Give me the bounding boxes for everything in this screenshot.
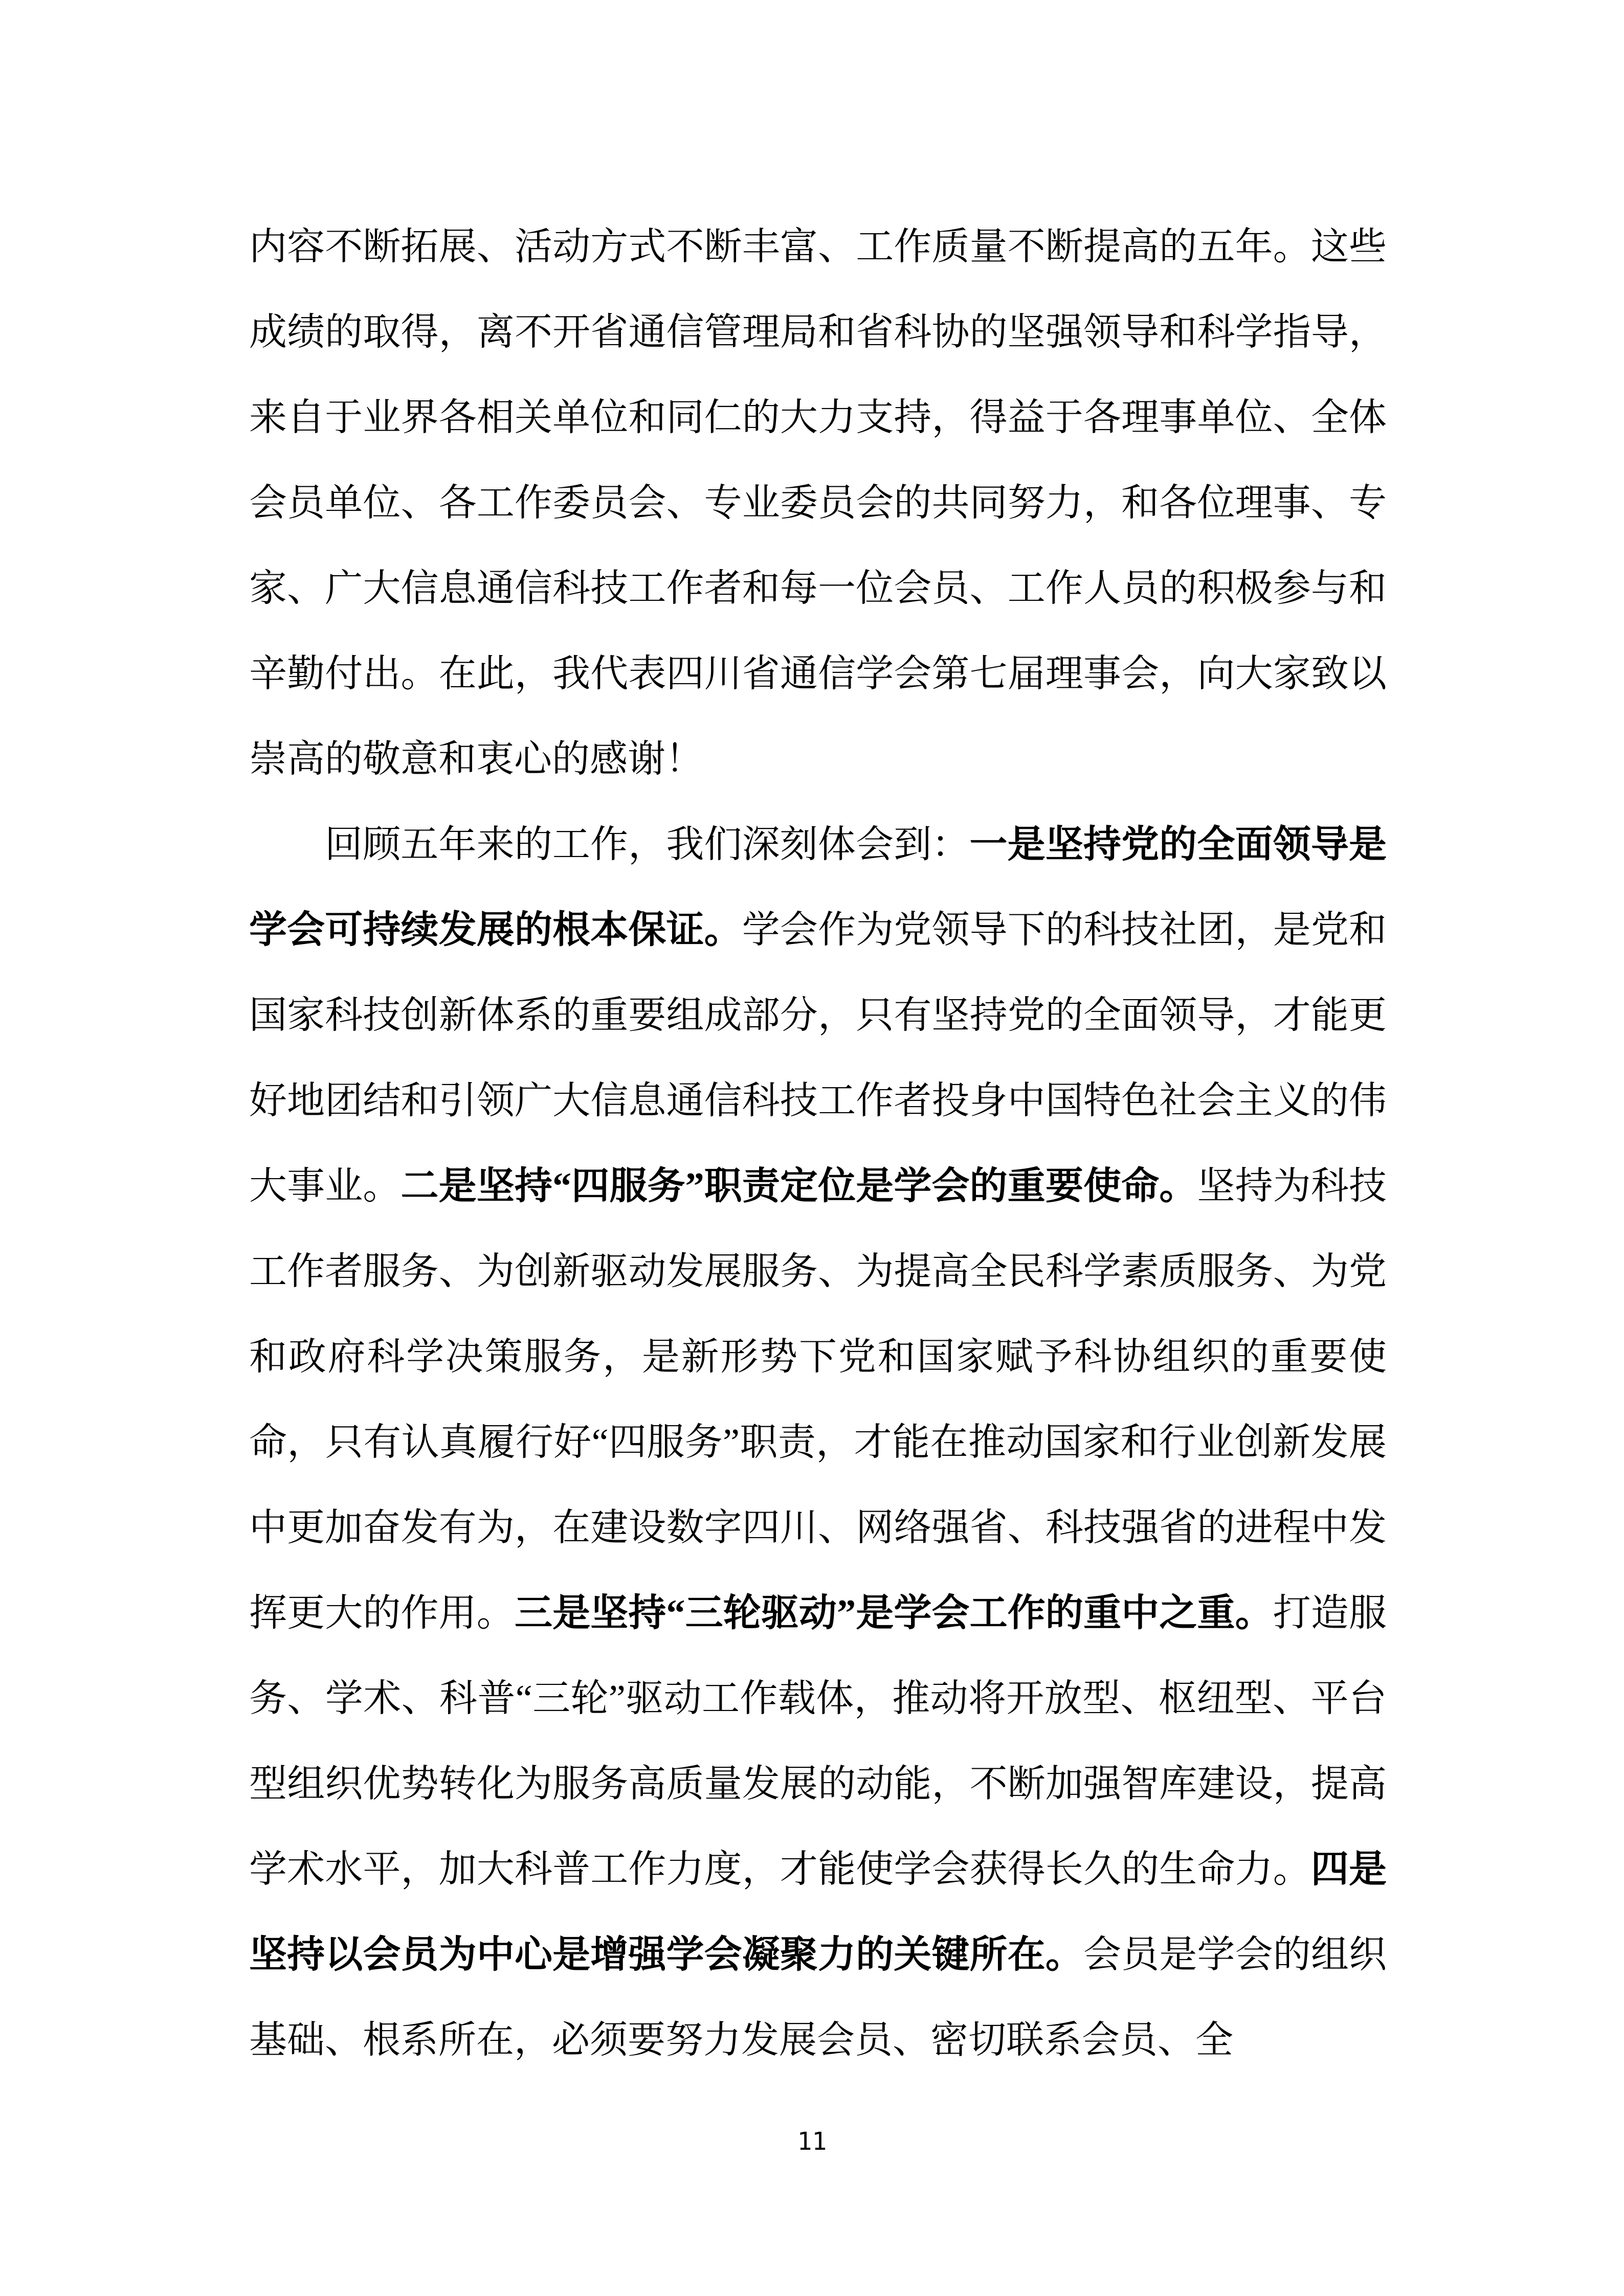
paragraph xyxy=(249,205,1387,802)
bold-text-run: 一是坚持党的全面领导是学会可持续发展的根本保证。 xyxy=(249,824,1387,951)
text-run: 打造服务、学术、科普“三轮”驱动工作载体，推动将开放型、枢纽型、平台型组织优势转化为服务高质量发展的动能，不断加强智库建设，提高学术水平，加大科普工作力度，才能使学会获得长久的生命力。 xyxy=(249,1592,1387,1890)
text-run: 坚持为科技工作者服务、为创新驱动发展服务、为提高全民科学素质服务、为党和政府科学决策服务，是新形势下党和国家赋予科协组织的重要使命，只有认真履行好“四服务”职责，才能在推动国家和行业创新发展中更加奋发有为，在建设数字四川、网络强省、科技强省的进程中发挥更大的作用。 xyxy=(249,1165,1387,1634)
document-body xyxy=(249,205,1387,2083)
bold-text-run: 三是坚持“三轮驱动”是学会工作的重中之重。 xyxy=(514,1592,1273,1634)
bold-text-run: 四是坚持以会员为中心是增强学会凝聚力的关键所在。 xyxy=(249,1849,1387,1976)
paragraph xyxy=(249,802,1387,2083)
text-run: 内容不断拓展、活动方式不断丰富、工作质量不断提高的五年。这些成绩的取得，离不开省通信管理局和省科协的坚强领导和科学指导，来自于业界各相关单位和同仁的大力支持，得益于各理事单位、全体会员单位、各工作委员会、专业委员会的共同努力，和各位理事、专家、广大信息通信科技工作者和每一位会员、工作人员的积极参与和辛勤付出。在此，我代表四川省通信学会第七届理事会，向大家致以崇高的敬意和衷心的感谢！ xyxy=(249,226,1387,780)
text-run: 学会作为党领导下的科技社团，是党和国家科技创新体系的重要组成部分，只有坚持党的全面领导，才能更好地团结和引领广大信息通信科技工作者投身中国特色社会主义的伟大事业。 xyxy=(249,909,1387,1207)
page-number: 11 xyxy=(797,2127,827,2156)
text-run: 会员是学会的组织基础、根系所在，必须要努力发展会员、密切联系会员、全 xyxy=(249,1934,1387,2061)
bold-text-run: 二是坚持“四服务”职责定位是学会的重要使命。 xyxy=(401,1165,1197,1207)
text-run: 回顾五年来的工作，我们深刻体会到： xyxy=(325,824,970,866)
